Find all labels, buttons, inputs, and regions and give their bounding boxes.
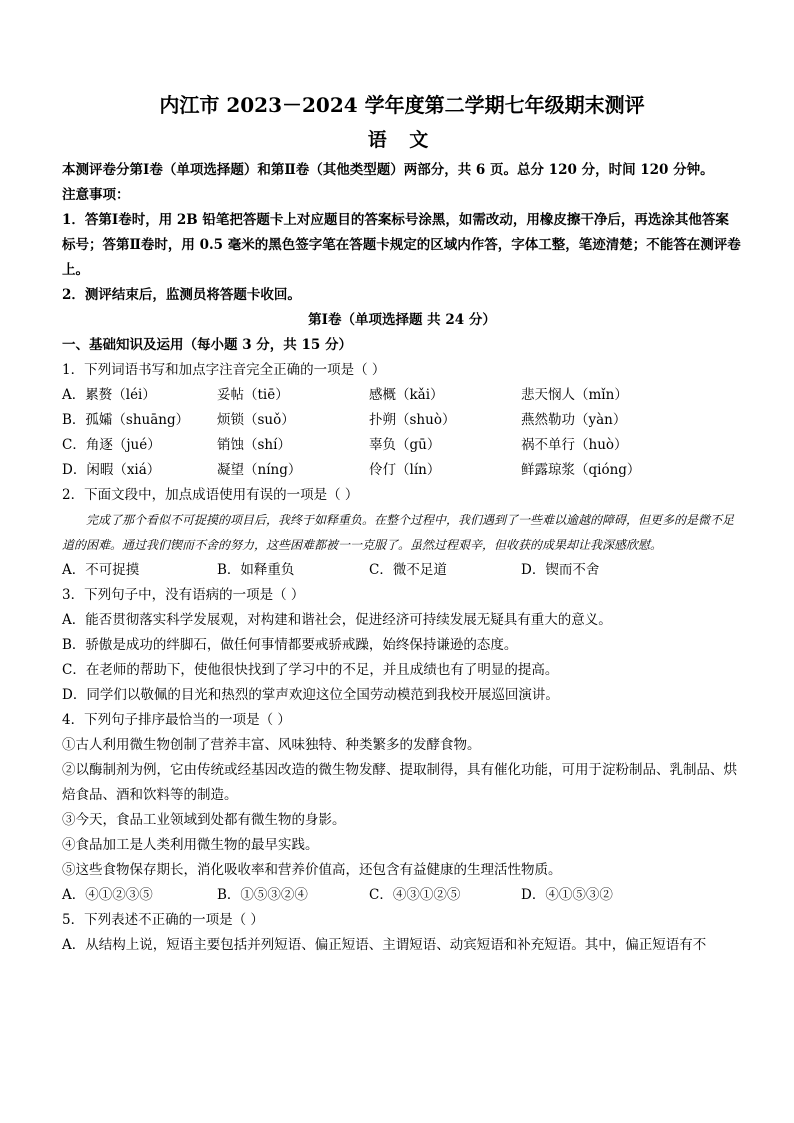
q1-word: 鲜露琼浆（qióng） — [521, 462, 641, 478]
q2-options — [62, 558, 742, 583]
q4-sentence: ③今天，食品工业领域到处都有微生物的身影。 — [62, 812, 346, 828]
q3-option: C．在老师的帮助下，使他很快找到了学习中的不足，并且成绩也有了明显的提高。 — [62, 662, 559, 678]
q4-option: A．④①②③⑤ — [62, 887, 153, 903]
q4-option: C．④③①②⑤ — [369, 887, 461, 903]
note-item: 2．测评结束后，监测员将答题卡收回。 — [62, 287, 301, 303]
q4-sentence: ⑤这些食物保存期长，消化吸收率和营养价值高，还包含有益健康的生理活性物质。 — [62, 862, 562, 878]
q1-word: 祸不单行（huò） — [521, 437, 628, 453]
q1-word: 燕然勒功（yàn） — [521, 412, 627, 428]
q1-word: A．累赘（léi） — [62, 387, 156, 403]
q1-word: 烦锁（suǒ） — [217, 412, 295, 428]
q4-option: B．①⑤③②④ — [217, 887, 308, 903]
q1-word: 凝望（níng） — [217, 462, 302, 478]
q1-word: D．闲暇（xiá） — [62, 462, 161, 478]
q2-option: A．不可捉摸 — [62, 562, 140, 578]
question-2-stem: 2．下面文段中，加点成语使用有误的一项是（ ） — [62, 487, 359, 503]
q2-option: D．锲而不舍 — [521, 562, 600, 578]
q1-option-row-b — [62, 408, 742, 433]
section1-heading: 一、基础知识及运用（每小题 3 分，共 15 分） — [62, 337, 352, 353]
q4-sentence: ①古人利用微生物创制了营养丰富、风味独特、种类繁多的发酵食物。 — [62, 737, 481, 753]
q1-word: 妥帖（tiē） — [217, 387, 289, 403]
exam-title: 内江市 2023－2024 学年度第二学期七年级期末测评 — [159, 93, 645, 117]
q1-word: 辜负（gū） — [369, 437, 441, 453]
q4-sentence: ④食品加工是人类利用微生物的最早实践。 — [62, 837, 319, 853]
q5-option: A．从结构上说，短语主要包括并列短语、偏正短语、主谓短语、动宾短语和补充短语。其中，偏正短语有不 — [62, 937, 707, 953]
question-4-stem: 4．下列句子排序最恰当的一项是（ ） — [62, 712, 291, 728]
question-1-stem: 1．下列词语书写和加点字注音完全正确的一项是（ ） — [62, 362, 386, 378]
exam-page — [62, 90, 742, 958]
question-5-stem: 5．下列表述不正确的一项是（ ） — [62, 912, 264, 928]
q1-word: B．孤孀（shuāng） — [62, 412, 190, 428]
q1-word: 销蚀（shí） — [217, 437, 291, 453]
q1-option-row-a — [62, 383, 742, 408]
q2-option: B．如释重负 — [217, 562, 295, 578]
subject-title: 语 文 — [367, 129, 437, 151]
q1-word: 扑朔（shuò） — [369, 412, 456, 428]
notes-heading: 注意事项： — [62, 187, 130, 203]
q1-word: 悲天悯人（mǐn） — [521, 387, 628, 403]
q4-option: D．④①⑤③② — [521, 887, 613, 903]
note-item: 1．答第Ⅰ卷时，用 2B 铅笔把答题卡上对应题目的答案标号涂黑，如需改动，用橡皮擦干净后，再选涂其他答案标号；答第Ⅱ卷时，用 0.5 毫米的黑色签字笔在答题卡规定的区域内作答，字体工整，笔迹清楚；不能答在测评卷上。 — [62, 212, 741, 278]
q2-passage: 完成了那个看似不可捉摸的项目后，我终于如释重负。在整个过程中，我们遇到了一些难以逾越的障碍，但更多的是微不足道的困难。通过我们锲而不舍的努力，这些困难都被一一克服了。虽然过程艰辛，但收获的成果却让我深感欣慰。 — [62, 513, 735, 552]
q1-word: C．角逐（jué） — [62, 437, 161, 453]
q3-option: D．同学们以敬佩的目光和热烈的掌声欢迎这位全国劳动模范到我校开展巡回演讲。 — [62, 687, 559, 703]
part1-heading: 第Ⅰ卷（单项选择题 共 24 分） — [308, 312, 496, 328]
intro-text: 本测评卷分第Ⅰ卷（单项选择题）和第Ⅱ卷（其他类型题）两部分，共 6 页。总分 120 分，时间 120 分钟。 — [62, 162, 714, 178]
q1-option-row-d — [62, 458, 742, 483]
q1-option-row-c — [62, 433, 742, 458]
q2-option: C．微不足道 — [369, 562, 447, 578]
q4-sentence: ②以酶制剂为例，它由传统或经基因改造的微生物发酵、提取制得，具有催化功能，可用于淀粉制品、乳制品、烘焙食品、酒和饮料等的制造。 — [62, 762, 737, 803]
q3-option: B．骄傲是成功的绊脚石，做任何事情都要戒骄戒躁，始终保持谦逊的态度。 — [62, 637, 518, 653]
q1-word: 伶仃（lín） — [369, 462, 441, 478]
q3-option: A．能否贯彻落实科学发展观，对构建和谐社会，促进经济可持续发展无疑具有重大的意义。 — [62, 612, 612, 628]
q1-word: 感概（kǎi） — [369, 387, 444, 403]
question-3-stem: 3．下列句子中，没有语病的一项是（ ） — [62, 587, 305, 603]
q4-options — [62, 883, 742, 908]
